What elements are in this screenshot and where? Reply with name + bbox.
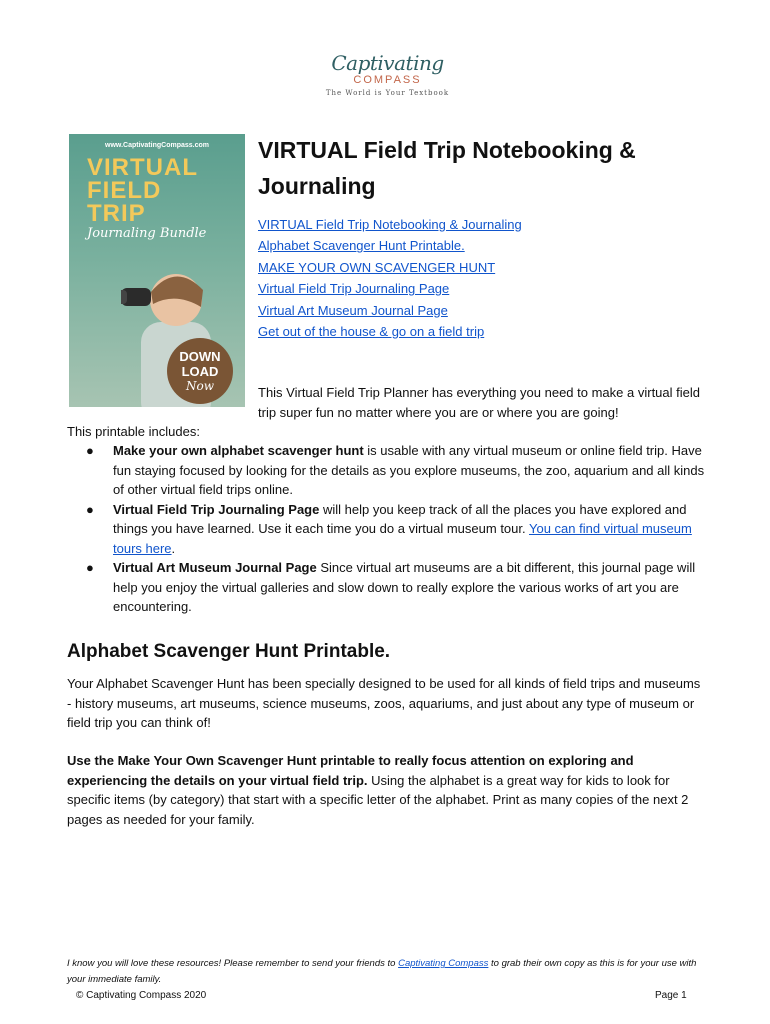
- paragraph-bold: Use the Make Your Own Scavenger Hunt printable to really focus attention on exploring and experiencing the details on your virtual field trip.: [67, 753, 634, 788]
- footer-note-before: I know you will love these resources! Please remember to send your friends to: [67, 958, 399, 969]
- site-logo[interactable]: [325, 52, 450, 102]
- cover-url: www.CaptivatingCompass.com: [105, 142, 209, 149]
- list-item-after: .: [171, 540, 176, 556]
- section-heading: Alphabet Scavenger Hunt Printable.: [67, 641, 391, 662]
- badge-line3: Now: [186, 378, 214, 393]
- bullet-icon: ●: [86, 560, 94, 575]
- page-title: VIRTUAL Field Trip Notebooking & Journaling: [258, 137, 636, 199]
- bullet-icon: ●: [86, 501, 94, 517]
- toc-link-scavenger-hunt[interactable]: Alphabet Scavenger Hunt Printable.: [258, 238, 465, 254]
- download-now-badge[interactable]: [167, 338, 233, 404]
- copyright-text: © Captivating Compass 2020: [76, 990, 207, 1001]
- toc-link-field-trip[interactable]: Get out of the house & go on a field trip: [258, 324, 485, 340]
- list-item: [86, 558, 708, 617]
- toc-link-journaling-page[interactable]: Virtual Field Trip Journaling Page: [258, 281, 450, 297]
- section-paragraph-1: Your Alphabet Scavenger Hunt has been specially designed to be used for all kinds of field trips and museums - history museums, art museums, science museums, zoos, aquariums, and just about any type of museum or field trip you can think of!: [67, 676, 701, 730]
- captivating-compass-link[interactable]: Captivating Compass: [398, 958, 489, 969]
- list-item-text: will help you keep track of all the places you have explored and things you have learned. Use it each time you do a virtual museum tour.: [113, 501, 687, 536]
- intro-paragraph: This Virtual Field Trip Planner has everything you need to make a virtual field trip super fun no matter where you are or where you are going!: [258, 385, 700, 420]
- logo-subword: COMPASS: [353, 74, 422, 86]
- toc-link-notebooking[interactable]: VIRTUAL Field Trip Notebooking & Journaling: [258, 217, 522, 232]
- logo-tagline: The World is Your Textbook: [325, 89, 450, 97]
- includes-list: [86, 441, 708, 617]
- list-item: [86, 441, 708, 500]
- footer-note: [67, 956, 707, 988]
- list-item-text: Since virtual art museums are a bit different, this journal page will help you enjoy the virtual galleries and slow down to really explore the various works of art you are encountering.: [113, 560, 696, 614]
- logo-wordmark: Captivating: [331, 51, 444, 75]
- list-item-bold: Virtual Art Museum Journal Page: [113, 560, 317, 575]
- includes-label: This printable includes:: [67, 424, 200, 439]
- cover-title-line1: VIRTUAL: [87, 154, 198, 181]
- list-item: [86, 500, 708, 559]
- cover-subtitle: Journaling Bundle: [87, 226, 207, 241]
- list-item-bold: Make your own alphabet scavenger hunt: [113, 443, 364, 458]
- cover-title-line2: FIELD: [87, 177, 162, 204]
- toc-link-art-museum[interactable]: Virtual Art Museum Journal Page: [258, 302, 448, 318]
- virtual-tours-link[interactable]: You can find virtual museum tours here: [113, 521, 692, 556]
- bullet-icon: ●: [86, 443, 94, 458]
- cover-title: [87, 156, 198, 225]
- footer-note-after: to grab their own copy as this is for your use with your immediate family.: [67, 958, 697, 985]
- list-item-bold: Virtual Field Trip Journaling Page: [113, 501, 320, 517]
- badge-line2: LOAD: [181, 363, 219, 379]
- badge-line1: DOWN: [179, 348, 221, 364]
- section-paragraph-2: [67, 751, 707, 829]
- page-number: Page 1: [655, 990, 687, 1001]
- cover-image[interactable]: [69, 134, 245, 407]
- cover-title-line3: TRIP: [87, 200, 146, 227]
- toc-link-make-your-own[interactable]: MAKE YOUR OWN SCAVENGER HUNT: [258, 259, 496, 275]
- paragraph-text: Using the alphabet is a great way for kids to look for specific items (by category) that start with a specific letter of the alphabet. Print as many copies of the next 2 pages as needed for your family.: [67, 772, 689, 827]
- list-item-text: is usable with any virtual museum or online field trip. Have fun staying focused by looking for the details as you explore museums, the zoo, aquarium and all kinds of other virtual field trips online.: [113, 443, 705, 497]
- table-of-contents: [258, 214, 698, 342]
